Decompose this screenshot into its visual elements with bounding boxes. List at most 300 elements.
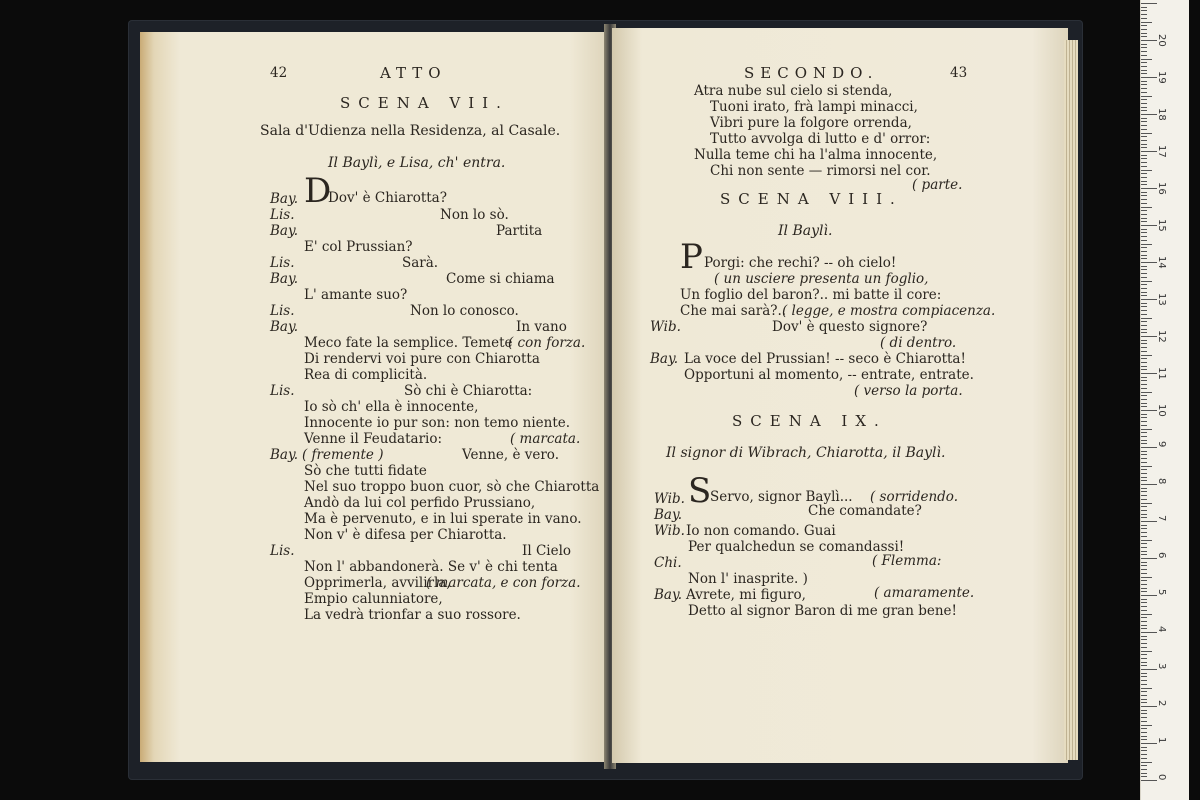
ruler-tick <box>1141 103 1147 104</box>
ruler-tick <box>1141 621 1147 622</box>
ruler-tick <box>1141 536 1147 537</box>
ruler-tick <box>1141 662 1147 663</box>
ruler-tick <box>1141 210 1147 211</box>
ruler-tick <box>1141 25 1147 26</box>
ruler-number: 20 <box>1156 34 1167 47</box>
speaker: Lis. <box>270 207 295 223</box>
ruler-tick <box>1141 151 1157 152</box>
line-text: Empio calunniatore, <box>304 591 443 607</box>
ruler-number: 0 <box>1156 774 1167 781</box>
ruler-tick <box>1141 595 1157 596</box>
ruler-tick <box>1141 658 1147 659</box>
ruler-tick <box>1141 713 1147 714</box>
stage-direction: ( sorridendo. <box>870 489 958 505</box>
line-text: Ma è pervenuto, e in lui sperate in vano. <box>304 511 582 527</box>
ruler-tick <box>1141 133 1152 134</box>
ruler-tick <box>1141 614 1152 615</box>
ruler-tick <box>1141 173 1147 174</box>
ruler-tick <box>1141 166 1147 167</box>
ruler-tick <box>1141 40 1157 41</box>
line-text: Venne, è vero. <box>462 447 559 463</box>
ruler-tick <box>1141 7 1147 8</box>
ruler-tick <box>1141 92 1147 93</box>
ruler-tick <box>1141 22 1152 23</box>
ruler-tick <box>1141 440 1147 441</box>
ruler-tick <box>1141 318 1152 319</box>
ruler-tick <box>1141 125 1147 126</box>
stage-direction: ( con forza. <box>508 335 586 351</box>
ruler-tick <box>1141 702 1147 703</box>
line-text: Nel suo troppo buon cuor, sò che Chiarotta <box>304 479 600 495</box>
speaker: Wib. <box>650 319 681 335</box>
ruler-tick <box>1141 129 1147 130</box>
ruler-tick <box>1141 580 1147 581</box>
ruler-number: 8 <box>1156 478 1167 485</box>
ruler-tick <box>1141 114 1157 115</box>
ruler-tick <box>1141 295 1147 296</box>
ruler-tick <box>1141 436 1147 437</box>
ruler-tick <box>1141 277 1147 278</box>
ruler-tick <box>1141 462 1147 463</box>
ruler-number: 7 <box>1156 515 1167 522</box>
line-text: L' amante suo? <box>304 287 408 303</box>
ruler-tick <box>1141 676 1147 677</box>
ruler-tick <box>1141 599 1147 600</box>
ruler-tick <box>1141 728 1147 729</box>
ruler-tick <box>1141 81 1147 82</box>
ruler-tick <box>1141 62 1147 63</box>
line-text: Sò che tutti fidate <box>304 463 427 479</box>
ruler-tick <box>1141 18 1147 19</box>
stage-direction: ( marcata. <box>510 431 581 447</box>
ruler-tick <box>1141 3 1157 4</box>
ruler-tick <box>1141 739 1147 740</box>
line-text: Detto al signor Baron di me gran bene! <box>688 603 957 619</box>
ruler-tick <box>1141 199 1147 200</box>
line-text: Non v' è difesa per Chiarotta. <box>304 527 507 543</box>
speaker: Bay. <box>270 271 299 287</box>
ruler-tick <box>1141 551 1147 552</box>
ruler-tick <box>1141 203 1147 204</box>
ruler-tick <box>1141 336 1157 337</box>
ruler-tick <box>1141 70 1147 71</box>
speaker: Lis. <box>270 383 295 399</box>
ruler-tick <box>1141 299 1157 300</box>
ruler-number: 14 <box>1156 256 1167 269</box>
speaker: Bay. <box>270 447 299 463</box>
line-text: La vedrà trionfar a suo rossore. <box>304 607 521 623</box>
ruler-tick <box>1141 647 1147 648</box>
ruler-tick <box>1141 47 1147 48</box>
speaker: Wib. <box>654 523 685 539</box>
ruler-tick <box>1141 351 1147 352</box>
ruler-tick <box>1141 525 1147 526</box>
ruler-tick <box>1141 388 1147 389</box>
scene-title: SCENA VII. <box>340 94 509 112</box>
ruler-tick <box>1141 36 1147 37</box>
ruler-number: 3 <box>1156 663 1167 670</box>
ruler-tick <box>1141 495 1147 496</box>
scene-title: SCENA VIII. <box>720 190 903 208</box>
ruler-tick <box>1141 451 1147 452</box>
ruler-tick <box>1141 484 1157 485</box>
ruler-tick <box>1141 96 1152 97</box>
ruler-tick <box>1141 284 1147 285</box>
ruler-tick <box>1141 469 1147 470</box>
ruler-tick <box>1141 610 1147 611</box>
ruler-tick <box>1141 491 1147 492</box>
ruler-tick <box>1141 521 1157 522</box>
ruler-tick <box>1141 466 1152 467</box>
ruler-tick <box>1141 107 1147 108</box>
line-text: Meco fate la semplice. Temete <box>304 335 513 351</box>
ruler-number: 13 <box>1156 293 1167 306</box>
speaker: Bay. <box>654 587 683 603</box>
ruler-tick <box>1141 569 1147 570</box>
ruler-tick <box>1141 421 1147 422</box>
speaker: Lis. <box>270 303 295 319</box>
line-text: Sarà. <box>402 255 439 271</box>
line-text: Di rendervi voi pure con Chiarotta <box>304 351 540 367</box>
verse-line: Nulla teme chi ha l'alma innocente, <box>694 147 938 163</box>
ruler-tick <box>1141 695 1147 696</box>
ruler-number: 9 <box>1156 441 1167 448</box>
line-text: Rea di complicità. <box>304 367 428 383</box>
ruler-tick <box>1141 606 1147 607</box>
ruler-tick <box>1141 303 1147 304</box>
ruler-tick <box>1141 144 1147 145</box>
speaker: Lis. <box>270 255 295 271</box>
ruler-tick <box>1141 251 1147 252</box>
ruler-number: 16 <box>1156 182 1167 195</box>
ruler-tick <box>1141 758 1147 759</box>
verse-line: Vibri pure la folgore orrenda, <box>710 115 912 131</box>
ruler-tick <box>1141 310 1147 311</box>
ruler-tick <box>1141 584 1147 585</box>
ruler-tick <box>1141 384 1147 385</box>
ruler-tick <box>1141 281 1152 282</box>
ruler-tick <box>1141 651 1152 652</box>
ruler-tick <box>1141 118 1147 119</box>
ruler-tick <box>1141 488 1147 489</box>
ruler-tick <box>1141 332 1147 333</box>
ruler-number: 2 <box>1156 700 1167 707</box>
ruler-tick <box>1141 192 1147 193</box>
ruler-tick <box>1141 347 1147 348</box>
ruler-tick <box>1141 77 1157 78</box>
ruler-tick <box>1141 750 1147 751</box>
ruler-tick <box>1141 458 1147 459</box>
ruler-tick <box>1141 321 1147 322</box>
ruler-tick <box>1141 721 1147 722</box>
page-number: 42 <box>270 65 288 81</box>
ruler-number: 5 <box>1156 589 1167 596</box>
right-page <box>612 28 1068 763</box>
ruler-tick <box>1141 258 1147 259</box>
ruler-tick <box>1141 255 1147 256</box>
ruler-tick <box>1141 762 1152 763</box>
ruler-tick <box>1141 680 1147 681</box>
line-text: Porgi: che rechi? -- oh cielo! <box>704 255 897 271</box>
scene-characters: Il signor di Wibrach, Chiarotta, il Baylì. <box>666 445 946 461</box>
line-text: Andò da lui col perfido Prussiano, <box>304 495 536 511</box>
ruler-tick <box>1141 710 1147 711</box>
ruler-tick <box>1141 776 1147 777</box>
ruler-tick <box>1141 699 1147 700</box>
ruler-tick <box>1141 162 1147 163</box>
ruler-tick <box>1141 499 1147 500</box>
line-text: Non l' abbandonerà. Se v' è chi tenta <box>304 559 558 575</box>
ruler-tick <box>1141 247 1147 248</box>
stage-direction: ( di dentro. <box>880 335 957 351</box>
ruler-tick <box>1141 244 1152 245</box>
ruler-tick <box>1141 147 1147 148</box>
page-number: 43 <box>950 65 968 81</box>
ruler-tick <box>1141 340 1147 341</box>
ruler-tick <box>1141 292 1147 293</box>
ruler-tick <box>1141 665 1147 666</box>
ruler-tick <box>1141 514 1147 515</box>
ruler-tick <box>1141 266 1147 267</box>
line-text: Opportuni al momento, -- entrate, entrate. <box>684 367 974 383</box>
ruler-tick <box>1141 643 1147 644</box>
ruler-tick <box>1141 380 1147 381</box>
ruler-tick <box>1141 373 1157 374</box>
ruler-tick <box>1141 477 1147 478</box>
ruler-tick <box>1141 262 1157 263</box>
ruler-number: 1 <box>1156 737 1167 744</box>
ruler-tick <box>1141 691 1147 692</box>
ruler-tick <box>1141 377 1147 378</box>
verse-line: Tutto avvolga di lutto e d' orror: <box>710 131 931 147</box>
ruler-tick <box>1141 140 1147 141</box>
line-text: Dov' è questo signore? <box>772 319 928 335</box>
ruler-tick <box>1141 66 1147 67</box>
line-text: E' col Prussian? <box>304 239 413 255</box>
line-text: Il Cielo <box>522 543 572 559</box>
ruler-tick <box>1141 654 1147 655</box>
ruler-tick <box>1141 543 1147 544</box>
ruler-tick <box>1141 29 1147 30</box>
ruler-tick <box>1141 577 1152 578</box>
ruler-tick <box>1141 636 1147 637</box>
ruler-tick <box>1141 558 1157 559</box>
ruler-tick <box>1141 447 1157 448</box>
ruler-tick <box>1141 625 1147 626</box>
stage-direction: ( Flemma: <box>872 553 942 569</box>
verse-line: Tuoni irato, frà lampi minacci, <box>710 99 918 115</box>
ruler-tick <box>1141 628 1147 629</box>
ruler-tick <box>1141 547 1147 548</box>
stage-direction: ( fremente ) <box>302 447 384 463</box>
ruler-tick <box>1141 240 1147 241</box>
ruler-tick <box>1141 55 1147 56</box>
ruler-tick <box>1141 314 1147 315</box>
line-text: Io non comando. Guai <box>686 523 836 539</box>
scene-characters: Il Baylì, e Lisa, ch' entra. <box>328 155 506 171</box>
ruler-tick <box>1141 414 1147 415</box>
ruler-tick <box>1141 329 1147 330</box>
ruler-tick <box>1141 403 1147 404</box>
ruler-tick <box>1141 229 1147 230</box>
ruler-tick <box>1141 765 1147 766</box>
ruler-number: 12 <box>1156 330 1167 343</box>
ruler-tick <box>1141 366 1147 367</box>
ruler-tick <box>1141 207 1152 208</box>
stage-direction: ( verso la porta. <box>854 383 963 399</box>
measuring-ruler <box>1140 0 1189 800</box>
line-text: Dov' è Chiarotta? <box>328 190 447 206</box>
ruler-tick <box>1141 410 1157 411</box>
line-text: Che comandate? <box>808 503 922 519</box>
ruler-tick <box>1141 110 1147 111</box>
speaker: Bay. <box>654 507 683 523</box>
left-page <box>140 32 610 762</box>
speaker: Wib. <box>654 491 685 507</box>
line-text: Non l' inasprite. ) <box>688 571 808 587</box>
ruler-tick <box>1141 155 1147 156</box>
ruler-tick <box>1141 503 1152 504</box>
line-text: Sò chi è Chiarotta: <box>404 383 533 399</box>
ruler-tick <box>1141 236 1147 237</box>
ruler-tick <box>1141 188 1157 189</box>
drop-cap: D <box>304 171 332 211</box>
stage-direction: ( un usciere presenta un foglio, <box>714 271 929 287</box>
ruler-tick <box>1141 480 1147 481</box>
ruler-tick <box>1141 59 1152 60</box>
speaker: Bay. <box>650 351 679 367</box>
line-text: Innocente io pur son: non temo niente. <box>304 415 571 431</box>
ruler-tick <box>1141 725 1152 726</box>
drop-cap: P <box>680 237 703 277</box>
ruler-tick <box>1141 181 1147 182</box>
ruler-tick <box>1141 355 1152 356</box>
ruler-number: 10 <box>1156 404 1167 417</box>
ruler-tick <box>1141 780 1157 781</box>
stage-direction: ( marcata, e con forza. <box>426 575 581 591</box>
ruler-tick <box>1141 273 1147 274</box>
ruler-tick <box>1141 732 1147 733</box>
ruler-tick <box>1141 325 1147 326</box>
speaker: Bay. <box>270 319 299 335</box>
ruler-tick <box>1141 429 1152 430</box>
ruler-tick <box>1141 747 1147 748</box>
ruler-tick <box>1141 232 1147 233</box>
speaker: Bay. <box>270 191 299 207</box>
ruler-tick <box>1141 617 1147 618</box>
stage-direction: ( legge, e mostra compiacenza. <box>782 303 996 319</box>
stage-direction: ( parte. <box>912 177 963 193</box>
ruler-tick <box>1141 136 1147 137</box>
line-text: Venne il Feudatario: <box>304 431 443 447</box>
page-edges <box>1064 40 1078 760</box>
ruler-tick <box>1141 506 1147 507</box>
line-text: Che mai sarà?.. <box>680 303 787 319</box>
ruler-number: 19 <box>1156 71 1167 84</box>
scene-characters: Il Baylì. <box>778 223 833 239</box>
ruler-tick <box>1141 706 1157 707</box>
line-text: In vano <box>516 319 567 335</box>
line-text: Non lo sò. <box>440 207 509 223</box>
line-text: Servo, signor Baylì... <box>710 489 853 505</box>
ruler-tick <box>1141 754 1147 755</box>
ruler-tick <box>1141 51 1147 52</box>
ruler-tick <box>1141 395 1147 396</box>
ruler-tick <box>1141 769 1147 770</box>
ruler-tick <box>1141 573 1147 574</box>
ruler-tick <box>1141 517 1147 518</box>
ruler-tick <box>1141 717 1147 718</box>
ruler-tick <box>1141 443 1147 444</box>
ruler-tick <box>1141 406 1147 407</box>
ruler-tick <box>1141 288 1147 289</box>
ruler-tick <box>1141 425 1147 426</box>
ruler-number: 17 <box>1156 145 1167 158</box>
ruler-tick <box>1141 565 1147 566</box>
ruler-tick <box>1141 532 1147 533</box>
ruler-tick <box>1141 540 1152 541</box>
ruler-tick <box>1141 432 1147 433</box>
ruler-tick <box>1141 773 1147 774</box>
ruler-tick <box>1141 73 1147 74</box>
ruler-tick <box>1141 214 1147 215</box>
ruler-tick <box>1141 632 1157 633</box>
ruler-tick <box>1141 306 1147 307</box>
ruler-tick <box>1141 688 1152 689</box>
verse-line: Atra nube sul cielo si stenda, <box>694 83 893 99</box>
ruler-tick <box>1141 669 1157 670</box>
ruler-tick <box>1141 225 1157 226</box>
running-header: ATTO <box>380 64 447 82</box>
ruler-tick <box>1141 684 1147 685</box>
ruler-tick <box>1141 158 1147 159</box>
ruler-tick <box>1141 392 1152 393</box>
line-text: Opprimerla, avvilirla, <box>304 575 451 591</box>
ruler-tick <box>1141 736 1147 737</box>
ruler-tick <box>1141 743 1157 744</box>
ruler-tick <box>1141 184 1147 185</box>
ruler-tick <box>1141 99 1147 100</box>
ruler-tick <box>1141 417 1147 418</box>
ruler-tick <box>1141 84 1147 85</box>
ruler-tick <box>1141 591 1147 592</box>
ruler-tick <box>1141 10 1147 11</box>
ruler-tick <box>1141 588 1147 589</box>
ruler-number: 11 <box>1156 367 1167 380</box>
scene-title: SCENA IX. <box>732 412 887 430</box>
ruler-tick <box>1141 673 1147 674</box>
ruler-tick <box>1141 562 1147 563</box>
ruler-tick <box>1141 362 1147 363</box>
line-text: Avrete, mi figuro, <box>686 587 806 603</box>
ruler-tick <box>1141 14 1147 15</box>
ruler-tick <box>1141 369 1147 370</box>
ruler-tick <box>1141 121 1147 122</box>
line-text: Un foglio del baron?.. mi batte il core: <box>680 287 942 303</box>
ruler-tick <box>1141 218 1147 219</box>
ruler-tick <box>1141 195 1147 196</box>
ruler-number: 4 <box>1156 626 1167 633</box>
drop-cap: S <box>688 471 712 511</box>
line-text: Non lo conosco. <box>410 303 519 319</box>
ruler-tick <box>1141 88 1147 89</box>
ruler-tick <box>1141 554 1147 555</box>
line-text: La voce del Prussian! -- seco è Chiarotta! <box>684 351 966 367</box>
ruler-tick <box>1141 343 1147 344</box>
ruler-tick <box>1141 269 1147 270</box>
scene-setting: Sala d'Udienza nella Residenza, al Casale. <box>260 123 561 139</box>
ruler-tick <box>1141 170 1152 171</box>
